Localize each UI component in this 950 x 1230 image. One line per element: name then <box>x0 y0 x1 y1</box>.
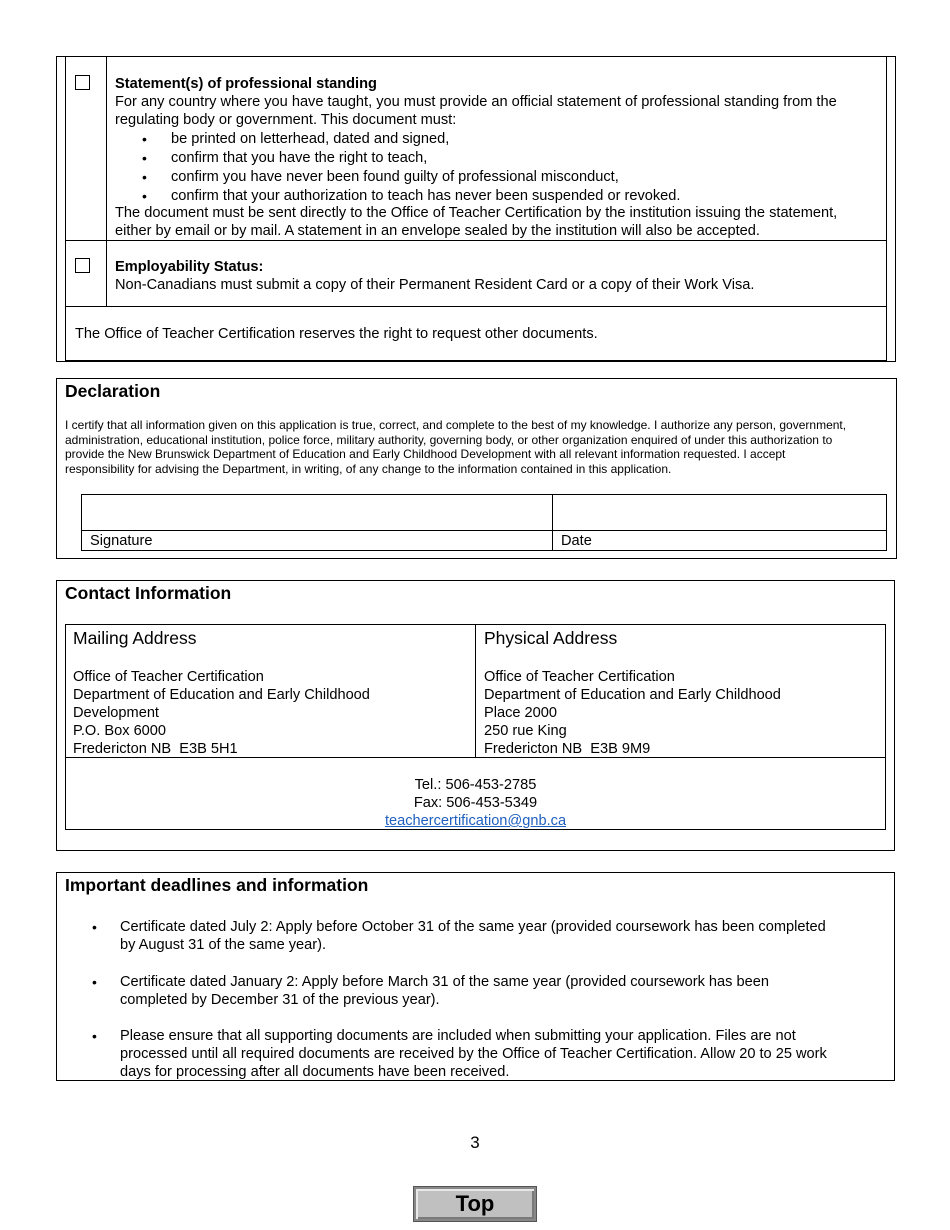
mailing-address-line: Fredericton NB E3B 5H1 <box>73 741 238 757</box>
physical-address-title: Physical Address <box>484 628 618 648</box>
list-item: confirm you have never been found guilty of professional misconduct, <box>171 169 619 185</box>
employability-checkbox[interactable] <box>75 258 90 273</box>
deadlines-heading: Important deadlines and information <box>65 875 369 895</box>
list-item: confirm that your authorization to teach has never been suspended or revoked. <box>171 188 681 204</box>
bullet-icon: • <box>92 919 97 935</box>
declaration-text: I certify that all information given on this application is true, correct, and complete to the best of my knowledge. I authorize any person, government, <box>65 418 847 432</box>
declaration-text: administration, educational institution, police force, military authority, governing body, or other organization enquired of under this authorization to <box>65 433 833 447</box>
list-item: by August 31 of the same year). <box>120 937 327 953</box>
list-item: completed by December 31 of the previous year). <box>120 992 440 1008</box>
employability-title: Employability Status: <box>115 259 264 275</box>
bullet-icon: • <box>142 169 147 185</box>
mailing-address-line: P.O. Box 6000 <box>73 723 167 739</box>
professional-standing-checkbox[interactable] <box>75 75 90 90</box>
list-item: be printed on letterhead, dated and signed, <box>171 131 450 147</box>
signature-field[interactable] <box>81 494 553 531</box>
mailing-address-line: Department of Education and Early Childhood <box>73 687 370 703</box>
physical-address-line: 250 rue King <box>484 723 567 739</box>
contact-tel: Tel.: 506-453-2785 <box>414 777 537 793</box>
bullet-icon: • <box>92 974 97 990</box>
bullet-icon: • <box>92 1028 97 1044</box>
list-item: Certificate dated July 2: Apply before October 31 of the same year (provided coursework has been completed <box>120 919 826 935</box>
bullet-icon: • <box>142 131 147 147</box>
professional-standing-outro: The document must be sent directly to the Office of Teacher Certification by the institution issuing the statement, <box>115 205 838 221</box>
list-item: confirm that you have the right to teach, <box>171 150 428 166</box>
list-item: Please ensure that all supporting documents are included when submitting your application. Files are not <box>120 1028 796 1044</box>
declaration-text: responsibility for advising the Department, in writing, of any change to the information contained in this application. <box>65 462 672 476</box>
date-field[interactable] <box>552 494 887 531</box>
top-button[interactable]: Top <box>414 1187 536 1221</box>
professional-standing-intro: regulating body or government. This document must: <box>115 112 457 128</box>
contact-heading: Contact Information <box>65 583 232 603</box>
mailing-address-title: Mailing Address <box>73 628 197 648</box>
contact-email-row <box>65 812 886 830</box>
declaration-heading: Declaration <box>65 381 161 401</box>
page-number: 3 <box>470 1133 480 1152</box>
physical-address-line: Office of Teacher Certification <box>484 669 675 685</box>
list-item: processed until all required documents are received by the Office of Teacher Certification. Allow 20 to 25 work <box>120 1046 827 1062</box>
contact-email-link[interactable]: teachercertification@gnb.ca <box>384 813 567 829</box>
date-label: Date <box>561 533 592 549</box>
professional-standing-outro: either by email or by mail. A statement in an envelope sealed by the institution will also be accepted. <box>115 223 760 239</box>
physical-address-line: Department of Education and Early Childhood <box>484 687 781 703</box>
signature-label: Signature <box>90 533 153 549</box>
physical-address-line: Place 2000 <box>484 705 558 721</box>
bullet-icon: • <box>142 150 147 166</box>
declaration-text: provide the New Brunswick Department of Education and Early Childhood Development with all relevant information requested. I accept <box>65 447 786 461</box>
professional-standing-intro: For any country where you have taught, you must provide an official statement of professional standing from the <box>115 94 837 110</box>
bullet-icon: • <box>142 188 147 204</box>
professional-standing-title: Statement(s) of professional standing <box>115 76 377 92</box>
date-label-cell <box>552 530 887 551</box>
employability-text: Non-Canadians must submit a copy of their Permanent Resident Card or a copy of their Work Visa. <box>115 277 755 293</box>
mailing-address-line: Office of Teacher Certification <box>73 669 264 685</box>
contact-fax: Fax: 506-453-5349 <box>413 795 538 811</box>
list-item: days for processing after all documents have been received. <box>120 1064 510 1080</box>
mailing-address-line: Development <box>73 705 159 721</box>
reserve-note: The Office of Teacher Certification reserves the right to request other documents. <box>75 326 598 342</box>
list-item: Certificate dated January 2: Apply before March 31 of the same year (provided coursework has been <box>120 974 769 990</box>
physical-address-line: Fredericton NB E3B 9M9 <box>484 741 651 757</box>
